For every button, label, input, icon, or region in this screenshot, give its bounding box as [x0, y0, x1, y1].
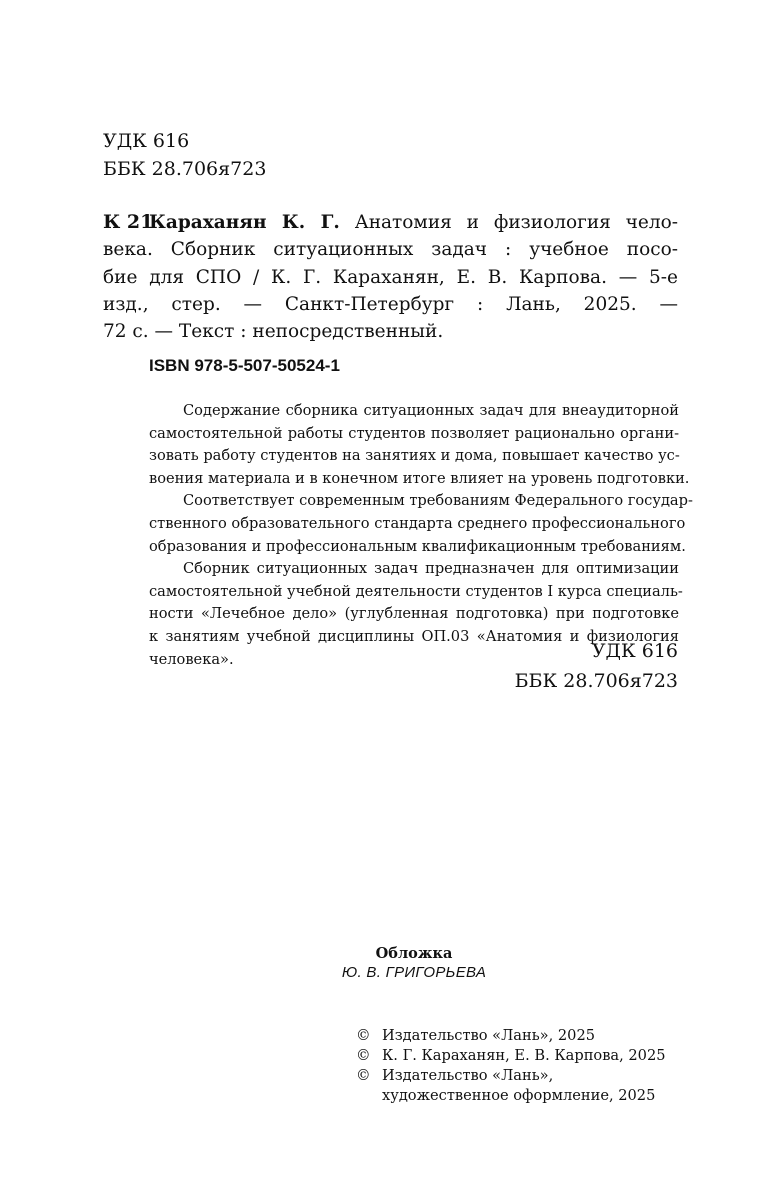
description-line: изд., стер. — Санкт-Петербург : Лань, 2025. — — [103, 293, 678, 315]
annotation-line: к занятиям учебной дисциплины ОП.03 «Анатомия и физиология — [149, 627, 679, 645]
description-line: бие для СПО / К. Г. Караханян, Е. В. Карпова. — 5-е — [103, 266, 678, 288]
annotation-line: самостоятельной учебной деятельности студентов I курса специаль- — [149, 582, 683, 600]
annotation-line: самостоятельной работы студентов позволяет рационально органи- — [149, 424, 679, 442]
annotation-line: ственного образовательного стандарта среднего профессионального — [149, 514, 686, 532]
annotation-line: Сборник ситуационных задач предназначен для оптимизации — [183, 560, 679, 578]
copyright-entry: © К. Г. Караханян, Е. В. Карпова, 2025 — [356, 1047, 666, 1064]
description-line: Караханян К. Г. Анатомия и физиология чело- — [149, 212, 678, 233]
description-line: века. Сборник ситуационных задач : учебное посо- — [103, 239, 678, 261]
copyright-continuation: художественное оформление, 2025 — [382, 1087, 656, 1104]
copyright-entry: © Издательство «Лань», художественное оформление, 2025 — [356, 1067, 656, 1104]
annotation-text — [149, 400, 693, 671]
annotation-line: ности «Лечебное дело» (углубленная подготовка) при подготовке — [149, 605, 679, 623]
copyright-icon: © — [356, 1027, 371, 1044]
udk-code: УДК 616 — [103, 130, 190, 152]
copyright-notices — [356, 1026, 666, 1106]
copyright-entry: © Издательство «Лань», 2025 — [356, 1027, 596, 1044]
annotation-line: человека». — [149, 650, 234, 668]
classification-block-bottom — [515, 636, 678, 696]
cover-credit — [0, 944, 768, 982]
udk-code: УДК 616 — [591, 640, 678, 662]
description-line: 72 с. — Текст : непосредственный. — [103, 321, 444, 343]
author-name: Караханян К. Г. — [149, 212, 340, 233]
classification-block-top — [103, 127, 266, 183]
cover-artist: Ю. В. ГРИГОРЬЕВА — [341, 964, 487, 981]
annotation-line: Содержание сборника ситуационных задач для внеаудиторной — [183, 402, 679, 419]
copyright-icon: © — [356, 1067, 371, 1084]
annotation-line: воения материала и в конечном итоге влияет на уровень подготовки. — [149, 469, 690, 487]
cover-label: Обложка — [375, 945, 453, 962]
bbk-code: ББК 28.706я723 — [103, 158, 267, 180]
bbk-code: ББК 28.706я723 — [514, 670, 678, 692]
isbn-number: ISBN 978-5-507-50524-1 — [149, 356, 340, 375]
annotation-line: зовать работу студентов на занятиях и дома, повышает качество ус- — [149, 447, 680, 465]
annotation-line: Соответствует современным требованиям Федерального государ- — [183, 492, 693, 510]
copyright-icon: © — [356, 1047, 371, 1064]
author-sign: К 21 — [103, 211, 154, 233]
annotation-line: образования и профессиональным квалификационным требованиям. — [149, 537, 686, 555]
